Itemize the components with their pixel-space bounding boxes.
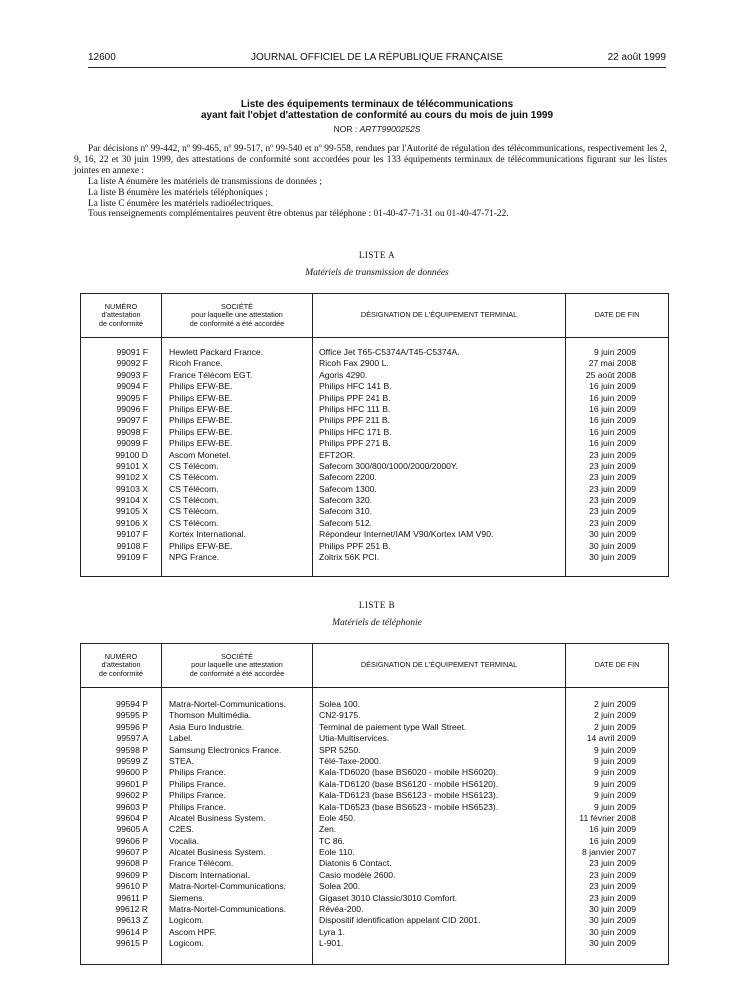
company-name: Philips EFW-BE. (169, 392, 233, 403)
table-row (81, 529, 668, 540)
col-header-numero: NUMÉRO d'attestation de conformité (98, 652, 144, 678)
equipment-designation: Philips HFC 111 B. (319, 403, 391, 414)
company-name: CS Télécom. (169, 495, 219, 506)
company-name: Philips France. (169, 801, 226, 812)
end-date: 27 mai 2008 (588, 358, 636, 369)
equipment-designation: Utia-Multiservices. (319, 733, 390, 744)
attestation-number: 99108 F (116, 540, 148, 551)
company-name: Philips EFW-BE. (169, 438, 233, 449)
company-name: CS Télécom. (169, 483, 219, 494)
end-date: 16 juin 2009 (589, 824, 636, 835)
end-date: 2 juin 2009 (593, 699, 636, 709)
end-date: 16 juin 2009 (589, 438, 636, 449)
table-row (81, 824, 668, 835)
end-date: 11 février 2008 (579, 812, 636, 823)
journal-title: JOURNAL OFFICIEL DE LA RÉPUBLIQUE FRANÇAISE (250, 52, 504, 63)
col-header-societe: SOCIÉTÉ pour laquelle une attestation de conformité a été accordée (189, 302, 285, 328)
equipment-designation: Safecom 320. (319, 495, 373, 506)
equipment-designation: Ricoh Fax 2900 L. (319, 358, 389, 369)
attestation-number: 99614 P (115, 926, 148, 937)
table-row (81, 756, 668, 767)
company-name: Samsung Electronics France. (169, 744, 282, 755)
end-date: 30 juin 2009 (589, 915, 636, 926)
table-row (81, 427, 668, 438)
end-date: 23 juin 2009 (589, 517, 636, 528)
end-date: 16 juin 2009 (589, 426, 636, 437)
company-name: Siemens. (169, 892, 205, 903)
attestation-number: 99092 F (116, 358, 148, 369)
table-row (81, 438, 668, 449)
company-name: CS Télécom. (169, 460, 219, 471)
attestation-number: 99604 P (115, 812, 148, 823)
end-date: 2 juin 2009 (593, 721, 636, 732)
company-name: Hewlett Packard France. (169, 347, 264, 357)
table-row (81, 790, 668, 801)
table-row (81, 495, 668, 506)
equipment-designation: CN2-9175. (319, 710, 361, 721)
table-row (81, 938, 668, 949)
table-row (81, 722, 668, 733)
table-row (81, 518, 668, 529)
table-row (81, 813, 668, 824)
attestation-number: 99101 X (115, 460, 148, 471)
col-header-date: DATE DE FIN (594, 660, 640, 669)
end-date: 16 juin 2009 (589, 835, 636, 846)
equipment-designation: EFT2OR. (319, 449, 356, 460)
end-date: 2 juin 2009 (593, 710, 636, 721)
attestation-number: 99105 X (115, 506, 148, 517)
company-name: C2ES. (169, 824, 194, 835)
equipment-designation: Safecom 2200. (319, 472, 377, 483)
table-row (81, 858, 668, 869)
end-date: 30 juin 2009 (589, 529, 636, 540)
table-row (81, 472, 668, 483)
attestation-number: 99608 P (115, 858, 148, 869)
table-row (81, 915, 668, 926)
equipment-designation: Safecom 512. (319, 517, 373, 528)
end-date: 30 juin 2009 (589, 904, 636, 915)
attestation-number: 99615 P (115, 938, 148, 949)
equipment-designation: Eole 110. (319, 847, 355, 858)
attestation-number: 99603 P (115, 801, 148, 812)
table-row (81, 506, 668, 517)
attestation-number: 99599 Z (116, 755, 148, 766)
end-date: 23 juin 2009 (589, 460, 636, 471)
attestation-number: 99106 X (115, 517, 148, 528)
company-name: Ascom HPF. (169, 926, 217, 937)
liste-a-table (80, 293, 669, 577)
attestation-number: 99597 A (116, 733, 148, 744)
company-name: Logicom. (169, 938, 204, 949)
attestation-number: 99606 P (115, 835, 148, 846)
table-row (81, 393, 668, 404)
table-row (81, 745, 668, 756)
company-name: Thomson Multimédia. (169, 710, 252, 721)
attestation-number: 99104 X (115, 495, 148, 506)
publication-date: 22 août 1999 (607, 52, 666, 63)
equipment-designation: Office Jet T65-C5374A/T45-C5374A. (319, 347, 460, 357)
equipment-designation: Philips PPF 211 B. (319, 415, 391, 426)
equipment-designation: Solea 200. (319, 881, 361, 892)
page-number: 12600 (88, 52, 116, 63)
table-row (81, 699, 668, 710)
end-date: 9 juin 2009 (593, 778, 636, 789)
attestation-number: 99594 P (115, 699, 148, 709)
end-date: 9 juin 2009 (593, 347, 636, 357)
col-header-numero: NUMÉRO d'attestation de conformité (98, 302, 144, 328)
table-row (81, 802, 668, 813)
end-date: 23 juin 2009 (589, 506, 636, 517)
company-name: Matra-Nortel-Communications. (169, 699, 287, 709)
equipment-designation: Casio modèle 2600. (319, 869, 396, 880)
end-date: 16 juin 2009 (589, 403, 636, 414)
equipment-designation: Safecom 300/800/1000/2000/2000Y. (319, 460, 458, 471)
equipment-designation: Zoltrix 56K PCI. (319, 552, 380, 563)
attestation-number: 99100 D (115, 449, 148, 460)
equipment-designation: Agoris 4290. (319, 369, 368, 380)
company-name: Philips France. (169, 778, 226, 789)
table-row (81, 779, 668, 790)
table-row (81, 370, 668, 381)
attestation-number: 99610 P (115, 881, 148, 892)
company-name: Label. (169, 733, 193, 744)
attestation-number: 99611 P (116, 892, 148, 903)
running-header (88, 52, 666, 66)
company-name: STEA. (169, 755, 194, 766)
table-row (81, 461, 668, 472)
table-row (81, 404, 668, 415)
nor-reference (88, 124, 666, 134)
company-name: Discom International. (169, 869, 250, 880)
equipment-designation: SPR 5250. (319, 744, 361, 755)
liste-b-subtitle: Matériels de téléphonie (332, 618, 422, 628)
table-row (81, 347, 668, 358)
header-rule (88, 67, 666, 68)
attestation-number: 99612 R (115, 904, 148, 915)
table-row (81, 484, 668, 495)
end-date: 9 juin 2009 (593, 744, 636, 755)
company-name: CS Télécom. (169, 506, 219, 517)
table-row (81, 767, 668, 778)
equipment-designation: Safecom 1300. (319, 483, 377, 494)
company-name: Logicom. (169, 915, 204, 926)
end-date: 25 août 2008 (585, 369, 636, 380)
company-name: Alcatel Business System. (169, 812, 266, 823)
liste-b-rows (81, 699, 668, 950)
end-date: 9 juin 2009 (593, 790, 636, 801)
end-date: 23 juin 2009 (589, 892, 636, 903)
company-name: Philips France. (169, 767, 226, 778)
company-name: Alcatel Business System. (169, 847, 266, 858)
company-name: Philips EFW-BE. (169, 403, 233, 414)
company-name: Matra-Nortel-Communications. (169, 904, 287, 915)
attestation-number: 99598 P (115, 744, 148, 755)
equipment-designation: Safecom 310. (319, 506, 373, 517)
equipment-designation: Philips HFC 171 B. (319, 426, 392, 437)
company-name: CS Télécom. (169, 472, 219, 483)
attestation-number: 99107 F (116, 529, 148, 540)
equipment-designation: Répondeur Internet/IAM V90/Kortex IAM V90. (319, 529, 494, 540)
equipment-designation: Philips PPF 251 B. (319, 540, 391, 551)
equipment-designation: Diatonis 6 Contact. (319, 858, 392, 869)
equipment-designation: Terminal de paiement type Wall Street. (319, 721, 467, 732)
document-title-line1: Liste des équipements terminaux de télécommunications (240, 99, 514, 110)
end-date: 16 juin 2009 (589, 392, 636, 403)
table-row (81, 870, 668, 881)
table-row (81, 415, 668, 426)
table-row (81, 381, 668, 392)
intro-paragraph: Tous renseignements complémentaires peuvent être obtenus par téléphone : 01-40-47-71-31 ou 01-40-47-71-22. (88, 209, 509, 220)
attestation-number: 99095 F (116, 392, 148, 403)
document-title-line2: ayant fait l'objet d'attestation de conformité au cours du mois de juin 1999 (200, 110, 554, 121)
company-name: Philips EFW-BE. (169, 381, 233, 392)
company-name: Ascom Monetel. (169, 449, 231, 460)
nor-code: ARTT9900252S (359, 124, 421, 134)
intro-paragraph: La liste C énumère les matériels radioélectriques. (88, 198, 274, 209)
company-name: Matra-Nortel-Communications. (169, 881, 287, 892)
attestation-number: 99103 X (115, 483, 148, 494)
col-header-societe: SOCIÉTÉ pour laquelle une attestation de conformité a été accordée (189, 652, 285, 678)
liste-a-heading: LISTE A (358, 250, 396, 260)
attestation-number: 99097 F (116, 415, 148, 426)
end-date: 23 juin 2009 (589, 449, 636, 460)
intro-paragraph: La liste A énumère les matériels de transmissions de données ; (88, 176, 322, 187)
end-date: 23 juin 2009 (589, 483, 636, 494)
col-header-date: DATE DE FIN (594, 310, 640, 319)
table-row (81, 358, 668, 369)
end-date: 23 juin 2009 (589, 858, 636, 869)
table-row (81, 552, 668, 563)
attestation-number: 99609 P (115, 869, 148, 880)
equipment-designation: Kala-TD6020 (base BS6020 - mobile HS6020). (319, 767, 499, 778)
table-row (81, 893, 668, 904)
table-row (81, 733, 668, 744)
company-name: Vocalia. (169, 835, 200, 846)
equipment-designation: Kala-TD6123 (base BS6123 - mobile HS6123). (319, 790, 499, 801)
attestation-number: 99595 P (115, 710, 148, 721)
attestation-number: 99094 F (116, 381, 148, 392)
company-name: Asia Euro Industrie. (169, 721, 244, 732)
attestation-number: 99099 F (116, 438, 148, 449)
attestation-number: 99596 P (115, 721, 148, 732)
table-row (81, 450, 668, 461)
attestation-number: 99605 A (116, 824, 148, 835)
table-row (81, 881, 668, 892)
equipment-designation: Dispositif identification appelant CID 2001. (319, 915, 481, 926)
end-date: 23 juin 2009 (589, 881, 636, 892)
company-name: Philips France. (169, 790, 226, 801)
attestation-number: 99600 P (115, 767, 148, 778)
liste-b-table (80, 643, 669, 965)
table-row (81, 710, 668, 721)
liste-a-rows (81, 347, 668, 563)
company-name: CS Télécom. (169, 517, 219, 528)
table-row (81, 927, 668, 938)
attestation-number: 99613 Z (116, 915, 148, 926)
company-name: Philips EFW-BE. (169, 540, 233, 551)
end-date: 9 juin 2009 (593, 767, 636, 778)
attestation-number: 99102 X (115, 472, 148, 483)
table-row (81, 836, 668, 847)
intro-paragraph: Par décisions nº 99-442, nº 99-465, nº 99-517, nº 99-540 et nº 99-558, rendues par l'Autorité de régulation des télécommunications, respectivement les 2, 9, 16, 22 et 30 juin 1999, des attestations de conformité sont accordées pour les 133 équipements terminaux de télécommunications figurant sur les listes jointes en annexe : (74, 144, 667, 176)
attestation-number: 99607 P (115, 847, 148, 858)
equipment-designation: Philips HFC 141 B. (319, 381, 392, 392)
table-row (81, 904, 668, 915)
end-date: 30 juin 2009 (589, 926, 636, 937)
attestation-number: 99093 F (116, 369, 148, 380)
table-row (81, 847, 668, 858)
equipment-designation: Lyra 1. (319, 926, 345, 937)
equipment-designation: Kala-TD6523 (base BS6523 - mobile HS6523). (319, 801, 499, 812)
equipment-designation: Révéa-200. (319, 904, 364, 915)
end-date: 16 juin 2009 (589, 381, 636, 392)
col-header-designation: DÉSIGNATION DE L'ÉQUIPEMENT TERMINAL (360, 310, 518, 319)
intro-paragraph: La liste B énumère les matériels téléphoniques ; (88, 187, 268, 198)
end-date: 30 juin 2009 (589, 552, 636, 563)
nor-label: NOR : (333, 124, 358, 134)
attestation-number: 99098 F (116, 426, 148, 437)
equipment-designation: Zen. (319, 824, 337, 835)
end-date: 9 juin 2009 (593, 801, 636, 812)
company-name: Ricoh France. (169, 358, 223, 369)
equipment-designation: L-901. (319, 938, 344, 949)
equipment-designation: Kala-TD6120 (base BS6120 - mobile HS6120). (319, 778, 499, 789)
col-header-designation: DÉSIGNATION DE L'ÉQUIPEMENT TERMINAL (360, 660, 518, 669)
company-name: NPG France. (169, 552, 220, 563)
company-name: France Télécom EGT. (169, 369, 253, 380)
attestation-number: 99091 F (116, 347, 148, 357)
attestation-number: 99601 P (115, 778, 148, 789)
company-name: Philips EFW-BE. (169, 426, 233, 437)
end-date: 23 juin 2009 (589, 495, 636, 506)
equipment-designation: Philips PPF 241 B. (319, 392, 391, 403)
equipment-designation: Télé-Taxe-2000. (319, 755, 382, 766)
company-name: Philips EFW-BE. (169, 415, 233, 426)
liste-a-subtitle: Matériels de transmission de données (305, 268, 449, 278)
end-date: 23 juin 2009 (589, 869, 636, 880)
company-name: Kortex International. (169, 529, 246, 540)
end-date: 30 juin 2009 (589, 938, 636, 949)
attestation-number: 99096 F (116, 403, 148, 414)
end-date: 14 avril 2009 (586, 733, 636, 744)
end-date: 16 juin 2009 (589, 415, 636, 426)
equipment-designation: Gigaset 3010 Classic/3010 Comfort. (319, 892, 458, 903)
end-date: 8 janvier 2007 (582, 847, 636, 858)
end-date: 9 juin 2009 (593, 755, 636, 766)
liste-b-heading: LISTE B (358, 600, 396, 610)
intro-text (74, 144, 667, 220)
company-name: France Télécom. (169, 858, 234, 869)
equipment-designation: Solea 100. (319, 699, 361, 709)
end-date: 23 juin 2009 (589, 472, 636, 483)
equipment-designation: TC 86. (319, 835, 345, 846)
equipment-designation: Eole 450. (319, 812, 356, 823)
attestation-number: 99602 P (115, 790, 148, 801)
equipment-designation: Philips PPF 271 B. (319, 438, 391, 449)
attestation-number: 99109 F (116, 552, 148, 563)
end-date: 30 juin 2009 (589, 540, 636, 551)
table-row (81, 541, 668, 552)
